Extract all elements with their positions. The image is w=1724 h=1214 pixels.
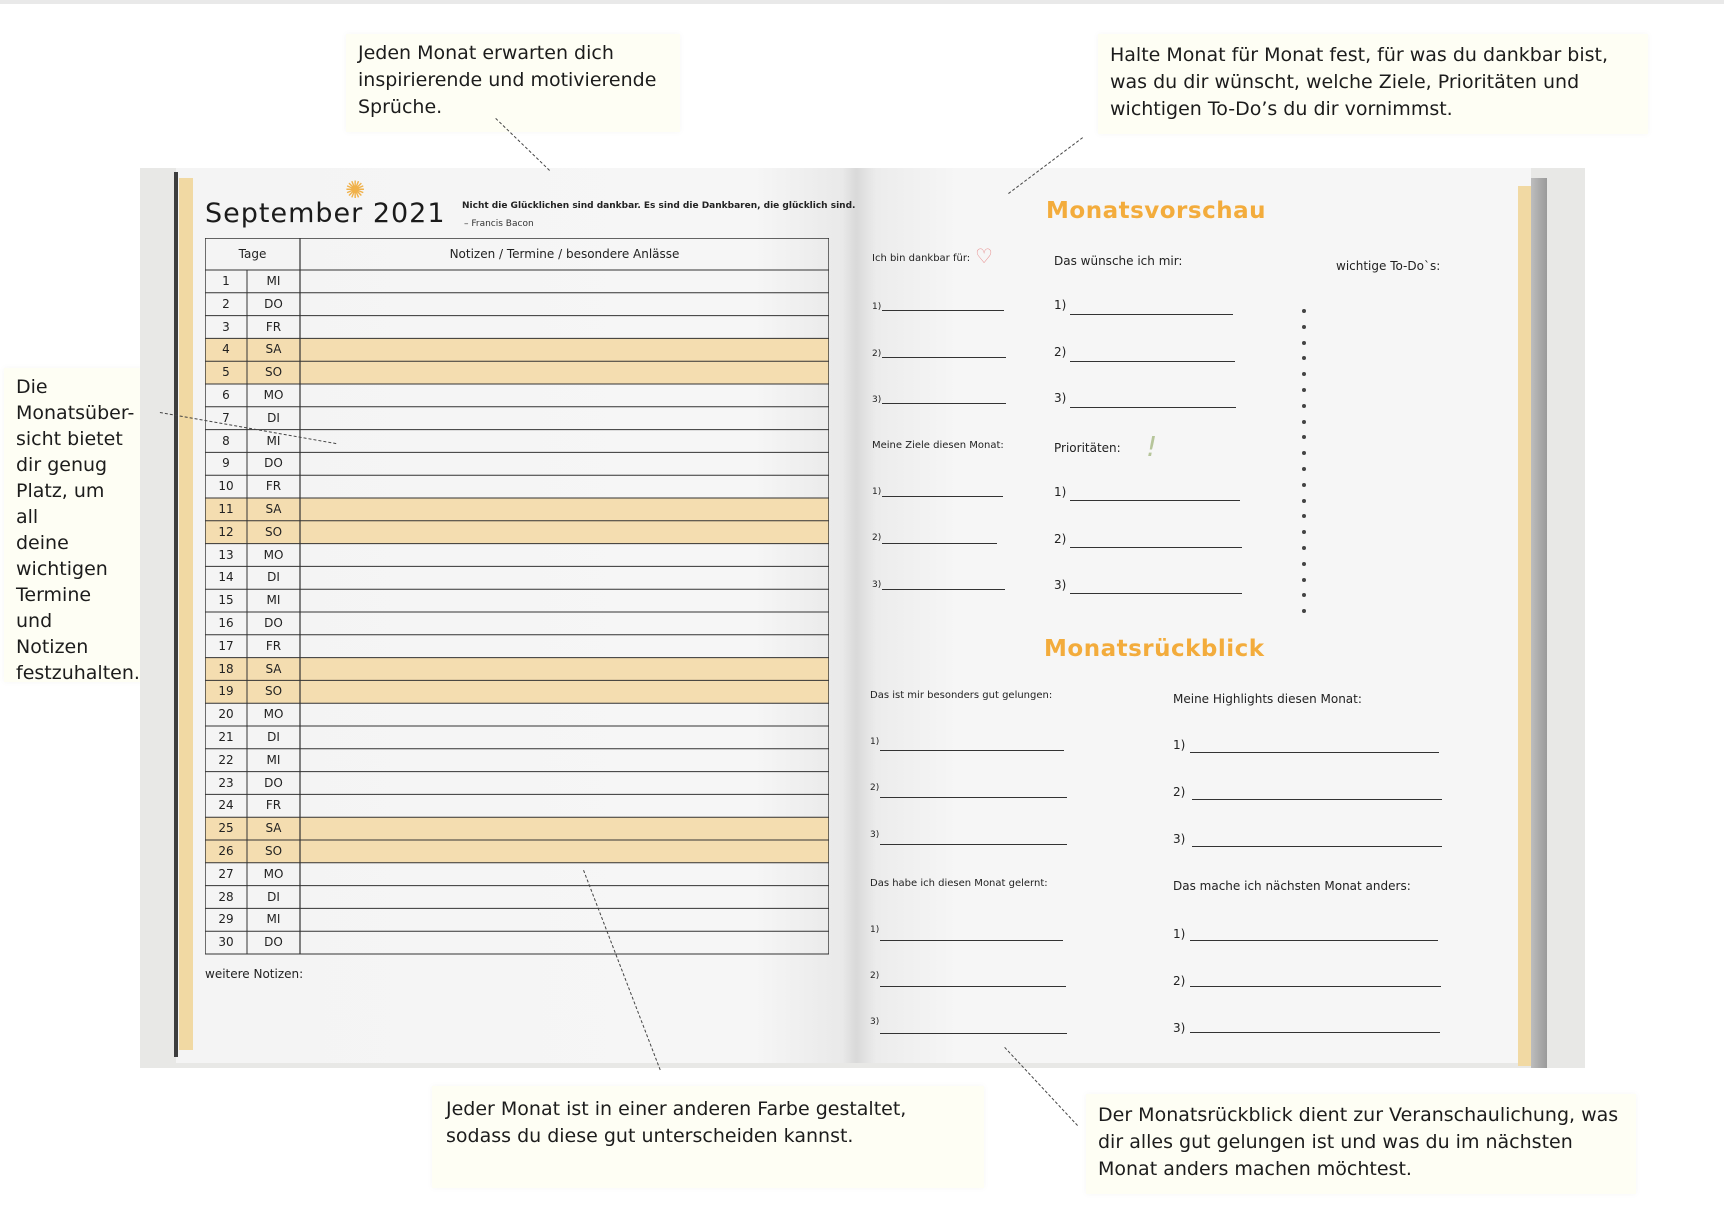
weekday-abbrev: MI [266,752,281,767]
day-number: 22 [218,752,234,767]
month-calendar-table [205,238,829,970]
todo-bullet [1302,483,1306,487]
write-line[interactable] [1070,593,1242,594]
todos-label: wichtige To-Do`s: [1336,259,1441,273]
top-border [0,0,1724,4]
item-number: 2) [1173,974,1186,988]
day-number: 26 [218,844,234,858]
item-number: 1) [870,925,880,935]
write-line[interactable] [1192,846,1442,847]
todo-bullet [1302,341,1306,345]
item-number: 3) [1173,1021,1186,1035]
day-number: 10 [218,479,234,494]
day-row[interactable] [205,612,829,635]
todo-bullet [1302,388,1306,392]
weekday-abbrev: MI [266,433,281,448]
item-number: 1) [1054,485,1067,499]
note-line: Monatsüber- [16,402,135,424]
weekday-abbrev: DI [267,410,280,425]
day-row[interactable] [205,726,829,749]
note-line: Notizen [16,636,89,658]
write-line[interactable] [1190,986,1441,987]
more-notes-label: weitere Notizen: [205,967,304,981]
weekday-abbrev: MI [266,912,281,927]
weekday-abbrev: DO [264,456,283,471]
write-line[interactable] [1192,799,1442,800]
note-quotes [346,34,680,132]
write-line[interactable] [1070,314,1233,315]
day-row[interactable] [205,293,829,316]
day-number: 8 [222,433,230,448]
day-number: 9 [222,456,230,471]
weekday-abbrev: MO [263,388,284,402]
exclamation-icon: ! [1146,430,1158,463]
write-line[interactable] [882,496,1003,497]
day-row[interactable] [205,635,829,658]
day-number: 19 [218,684,234,699]
day-row[interactable] [205,749,829,772]
note-line: wichtigen To-Do’s du dir vornimmst. [1110,98,1453,120]
day-number: 23 [218,775,234,790]
day-number: 13 [218,547,234,562]
priorities-label: Prioritäten: [1054,441,1121,455]
item-number: 2) [870,783,880,793]
todo-bullet [1302,325,1306,329]
note-colors [432,1086,984,1188]
day-row[interactable] [205,544,829,567]
page-strip-right [1518,186,1531,1066]
day-row[interactable] [205,908,829,931]
day-row[interactable] [205,840,829,863]
day-row[interactable] [205,316,829,339]
write-line[interactable] [1190,752,1439,753]
todo-bullet [1302,404,1306,408]
day-number: 1 [222,274,230,288]
weekday-abbrev: SO [264,524,283,539]
day-row[interactable] [205,566,829,589]
write-line[interactable] [880,844,1067,845]
learned-label: Das habe ich diesen Monat gelernt: [870,878,1048,889]
note-line: inspirierende und motivierende [358,69,657,91]
day-row[interactable] [205,794,829,817]
write-line[interactable] [882,357,1006,358]
item-number: 3) [870,830,880,840]
day-number: 6 [222,388,230,402]
item-number: 2) [1054,345,1067,359]
col-header-days: Tage [238,247,267,261]
weekday-abbrev: FR [265,638,282,653]
weekday-abbrev: SA [265,821,282,836]
write-line[interactable] [882,403,1006,404]
day-row[interactable] [205,430,829,453]
note-line: dir alles gut gelungen ist und was du im nächsten [1098,1131,1573,1153]
goals-label: Meine Ziele diesen Monat: [872,440,1004,451]
weekday-abbrev: DO [264,775,283,790]
write-line[interactable] [1070,407,1236,408]
day-number: 2 [222,296,230,311]
item-number: 2) [872,349,882,359]
write-line[interactable] [880,1033,1067,1034]
weekday-abbrev: SA [265,502,282,516]
write-line[interactable] [880,750,1064,751]
day-number: 17 [218,638,234,653]
day-number: 29 [218,912,234,927]
item-number: 1) [1054,298,1067,312]
flower-icon: ✺ [345,176,366,204]
weekday-abbrev: SO [264,684,283,699]
todo-bullet [1302,420,1306,424]
todo-bullet [1302,309,1306,313]
day-number: 25 [218,821,234,836]
note-line: dir genug [16,454,108,476]
item-number: 1) [872,487,882,497]
item-number: 3) [872,395,882,405]
note-line: Sprüche. [358,96,443,118]
grateful-label: Ich bin dankbar für: [872,253,971,264]
item-number: 3) [872,580,882,590]
page-strip-left [179,178,193,1050]
weekday-abbrev: SO [264,844,283,858]
day-row[interactable] [205,407,829,430]
write-line[interactable] [880,940,1063,941]
book-edge-right [1531,178,1547,1068]
review-title: Monatsrückblick [1044,636,1265,662]
day-row[interactable] [205,338,829,361]
weekday-abbrev: DO [264,616,283,630]
preview-title: Monatsvorschau [1046,198,1266,224]
item-number: 2) [1173,785,1186,799]
day-number: 18 [218,661,234,676]
weekday-abbrev: MO [263,707,284,722]
weekday-abbrev: SA [265,661,282,676]
right-page [856,168,1531,1063]
day-number: 20 [218,707,234,722]
day-row[interactable] [205,772,829,795]
note-overview [4,368,144,682]
day-row[interactable] [205,863,829,886]
day-number: 12 [218,524,234,539]
day-number: 5 [222,365,230,380]
weekday-abbrev: DI [267,730,280,744]
day-row[interactable] [205,589,829,612]
item-number: 1) [870,737,880,747]
day-row[interactable] [205,452,829,475]
day-number: 16 [218,616,234,630]
note-line: was du dir wünscht, welche Ziele, Prioritäten und [1110,71,1580,93]
weekday-abbrev: MO [263,547,284,562]
write-line[interactable] [882,310,1004,311]
note-line: deine [16,532,69,554]
item-number: 1) [1173,738,1186,752]
quote-author: – Francis Bacon [464,219,534,229]
day-number: 4 [222,342,230,357]
went-well-label: Das ist mir besonders gut gelungen: [870,690,1053,701]
write-line[interactable] [882,543,997,544]
note-line: Termine und [16,584,92,632]
day-number: 14 [218,570,234,585]
day-number: 21 [218,730,234,744]
day-row[interactable] [205,931,829,954]
note-line: Halte Monat für Monat fest, für was du dankbar bist, [1110,44,1609,66]
weekday-abbrev: FR [265,319,282,334]
write-line[interactable] [882,589,1005,590]
todo-bullet [1302,467,1306,471]
day-row[interactable] [205,475,829,498]
write-line[interactable] [1190,940,1438,941]
note-line: festzuhalten. [16,662,140,684]
day-row[interactable] [205,680,829,703]
weekday-abbrev: SA [265,342,282,357]
day-number: 30 [218,935,234,950]
weekday-abbrev: DI [267,889,280,904]
day-row[interactable] [205,384,829,407]
weekday-abbrev: MI [266,274,281,288]
weekday-abbrev: MO [263,866,284,881]
write-line[interactable] [1070,500,1240,501]
month-title: September 2021 [205,198,446,229]
item-number: 2) [872,533,882,543]
item-number: 3) [1054,578,1067,592]
write-line[interactable] [1070,547,1242,548]
note-preview [1098,34,1648,134]
note-line: sodass du diese gut unterscheiden kannst. [446,1125,854,1147]
item-number: 3) [1173,832,1186,846]
note-line: Platz, um all [16,480,105,528]
weekday-abbrev: DO [264,935,283,950]
write-line[interactable] [880,986,1066,987]
weekday-abbrev: FR [265,479,282,494]
day-number: 24 [218,798,234,813]
day-row[interactable] [205,703,829,726]
weekday-abbrev: SO [264,365,283,380]
day-row[interactable] [205,658,829,681]
weekday-abbrev: DO [264,296,283,311]
day-number: 3 [222,319,230,334]
day-number: 28 [218,889,234,904]
item-number: 2) [870,971,880,981]
note-review [1086,1094,1636,1194]
day-number: 11 [218,502,234,516]
heart-icon: ♡ [975,244,993,268]
note-line: Jeden Monat erwarten dich [358,42,614,64]
day-number: 15 [218,593,234,608]
highlights-label: Meine Highlights diesen Monat: [1173,692,1362,706]
book-edge-left [174,172,178,1057]
note-line: wichtigen [16,558,108,580]
weekday-abbrev: DI [267,570,280,585]
day-row[interactable] [205,886,829,909]
weekday-abbrev: FR [265,798,282,813]
col-header-notes: Notizen / Termine / besondere Anlässe [449,247,680,261]
note-line: sicht bietet [16,428,123,450]
item-number: 2) [1054,532,1067,546]
write-line[interactable] [1190,1032,1440,1033]
todo-bullet [1302,562,1306,566]
item-number: 1) [872,302,882,312]
day-row[interactable] [205,361,829,384]
day-number: 27 [218,866,234,881]
weekday-abbrev: MI [266,593,281,608]
item-number: 1) [1173,927,1186,941]
note-line: Der Monatsrückblick dient zur Veranschaulichung, was [1098,1104,1619,1126]
day-row[interactable] [205,270,829,293]
monthly-quote: Nicht die Glücklichen sind dankbar. Es sind die Dankbaren, die glücklich sind. [462,201,856,211]
day-row[interactable] [205,521,829,544]
day-row[interactable] [205,498,829,521]
note-line: Monat anders machen möchtest. [1098,1158,1412,1180]
note-line: Jeder Monat ist in einer anderen Farbe gestaltet, [446,1098,907,1120]
todo-bullet [1302,499,1306,503]
do-differently-label: Das mache ich nächsten Monat anders: [1173,879,1411,893]
day-number: 7 [222,410,230,425]
todo-bullet [1302,578,1306,582]
note-line: Die [16,376,48,398]
todo-bullet [1302,546,1306,550]
write-line[interactable] [1070,361,1235,362]
item-number: 3) [870,1017,880,1027]
wish-label: Das wünsche ich mir: [1054,254,1183,268]
item-number: 3) [1054,391,1067,405]
write-line[interactable] [880,797,1067,798]
day-row[interactable] [205,817,829,840]
